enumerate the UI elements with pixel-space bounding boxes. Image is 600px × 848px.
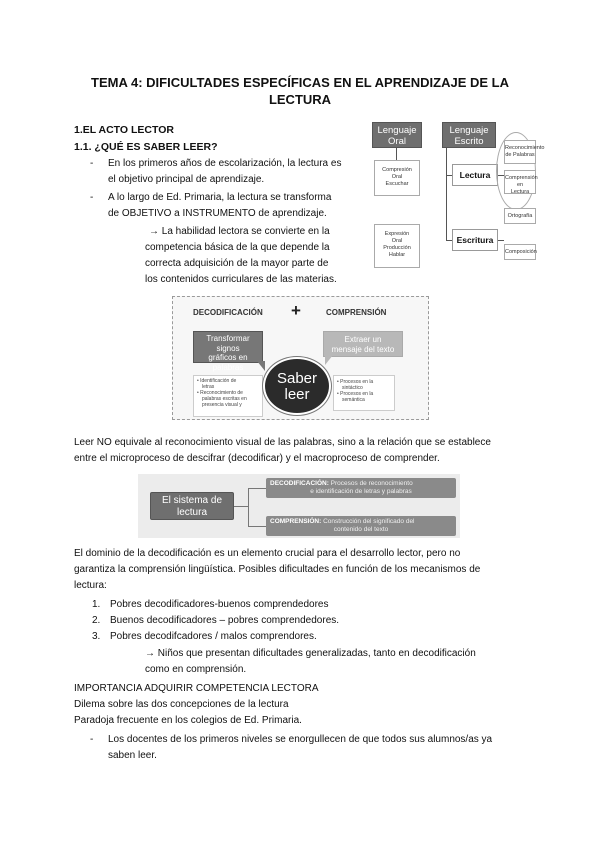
title-line-2: LECTURA — [268, 92, 332, 107]
list-item-2: Buenos decodificadores – pobres comprendedores. — [110, 615, 340, 626]
para3-line-3: lectura: — [74, 580, 107, 591]
exp-oral-line-1: Expresión — [384, 231, 410, 237]
transformar-line-3: palabras — [212, 362, 244, 372]
extraer-line-2: mensaje del texto — [331, 344, 395, 354]
list-number-2: 2. — [92, 615, 101, 626]
sistema-line-1: El sistema de — [161, 495, 223, 506]
comp-item-1a: • Procesos en la — [337, 379, 374, 385]
decod-text-2: e identificación de letras y palabras — [310, 488, 412, 495]
arrow2-line-1: → Niños que presentan dificultades generalizadas, tanto en decodificación — [145, 648, 476, 659]
decodificacion-box — [266, 478, 456, 498]
list-number-1: 1. — [92, 599, 101, 610]
list-item-1: Pobres decodificadores-buenos comprendedores — [110, 599, 329, 610]
reco-line-1: Reconocimiento — [505, 145, 545, 151]
saber-leer-circle — [263, 357, 331, 415]
decod-text-1: Procesos de reconocimiento — [328, 480, 413, 487]
connector — [248, 526, 266, 527]
comprension-box — [266, 516, 456, 536]
comp-oral-line-3: Escuchar — [385, 181, 409, 187]
saber-line-1: Saber — [276, 370, 318, 387]
lenguaje-escrito-box — [442, 122, 496, 148]
arrow-paragraph — [145, 224, 363, 288]
lenguaje-oral-box — [372, 122, 422, 148]
connector — [248, 488, 249, 526]
importancia-line-2: Dilema sobre las dos concepciones de la lectura — [74, 699, 289, 710]
comp-oral-line-1: Compresión — [382, 167, 412, 173]
sistema-lectura-diagram — [138, 474, 460, 538]
language-diagram — [368, 120, 545, 270]
expresion-oral-box — [374, 224, 420, 268]
importancia-heading: IMPORTANCIA ADQUIRIR COMPETENCIA LECTORA — [74, 683, 319, 694]
extraer-line-1: Extraer un — [344, 335, 382, 344]
exp-oral-line-4: Hablar — [388, 252, 406, 258]
saber-line-2: leer — [284, 386, 310, 403]
para3-line-1: El dominio de la decodificación es un elemento crucial para el desarrollo lector, pero no — [74, 548, 461, 559]
comprension-label: COMPRENSIÓN — [326, 308, 387, 317]
decod-item-1a: • Identificación de — [197, 378, 237, 384]
callout-tail — [257, 361, 265, 371]
decod-item-2c: presencia visual y — [202, 402, 242, 408]
comprension-lectura-box — [504, 170, 536, 194]
arrow-para-line-2: competencia básica de la que depende la — [145, 242, 330, 253]
escrito-line-1: Lenguaje — [449, 125, 489, 136]
transformar-line-2: gráficos en — [208, 353, 248, 362]
bullet-2-line-1: A lo largo de Ed. Primaria, la lectura se transforma — [108, 192, 332, 203]
bullet-2-line-2: de OBJETIVO a INSTRUMENTO de aprendizaje. — [108, 208, 327, 219]
callout-tail — [325, 355, 333, 365]
arrow-para-line-4: los contenidos curriculares de las materias. — [145, 274, 337, 285]
extraer-box — [323, 331, 403, 357]
arrow-para-line-3: correcta adquisición de la mayor parte de — [145, 258, 329, 269]
comp-item-1b: sintáctico — [342, 385, 363, 391]
arrow-para-line-1: → La habilidad lectora se convierte en la — [149, 226, 330, 237]
bullet-dash: - — [90, 158, 94, 169]
sistema-line-2: lectura — [176, 507, 207, 518]
arrow-paragraph-2 — [145, 646, 535, 678]
exp-oral-line-3: Producción — [383, 245, 411, 251]
decodificacion-label: DECODIFICACIÓN — [193, 308, 263, 317]
reconocimiento-box — [504, 140, 545, 164]
para3-line-2: garantiza la comprensión lingüística. Posibles dificultades en función de los mecanismos de — [74, 564, 481, 575]
bullet-dash: - — [90, 734, 94, 745]
paragraph-leer — [74, 435, 534, 467]
list-number-3: 3. — [92, 631, 101, 642]
oral-line-1: Lenguaje — [377, 125, 417, 136]
bullet-dash: - — [90, 192, 94, 203]
escritura-box: Escritura — [452, 229, 498, 251]
reco-line-2: de Palabras — [505, 152, 535, 158]
sistema-box — [150, 492, 234, 520]
section-subheading: 1.1. ¿QUÉ ES SABER LEER? — [74, 141, 218, 153]
decod-item-1b: letras — [202, 384, 215, 390]
last-bullet-line-2: saben leer. — [108, 750, 157, 761]
para2-line-1: Leer NO equivale al reconocimiento visual de las palabras, sino a la relación que se establece — [74, 437, 491, 448]
comp-item-2a: • Procesos en la — [337, 391, 374, 397]
comp-lect-line-2: Lectura — [510, 189, 530, 195]
bullet-1 — [108, 156, 363, 188]
comp-lect-line-1: Comprensión en — [505, 175, 538, 188]
importancia-line-3: Paradoja frecuente en los colegios de Ed. Primaria. — [74, 715, 302, 726]
document-title — [60, 74, 540, 108]
section-heading: 1.EL ACTO LECTOR — [74, 124, 174, 136]
comp-bold: COMPRENSIÓN: — [270, 518, 322, 525]
plus-icon: + — [291, 301, 301, 320]
bullet-1-line-1: En los primeros años de escolarización, la lectura es — [108, 158, 342, 169]
connector — [234, 506, 248, 507]
lectura-box: Lectura — [452, 164, 498, 186]
connector — [396, 148, 397, 160]
comp-text-2: contenido del texto — [333, 526, 389, 533]
saber-leer-diagram — [172, 296, 429, 420]
comp-list — [333, 375, 395, 411]
connector — [446, 148, 447, 240]
decod-list — [193, 375, 263, 417]
composicion-box: Composición — [504, 244, 536, 260]
decod-item-2a: • Reconocimiento de — [197, 390, 243, 396]
bullet-2 — [108, 190, 363, 222]
last-bullet-line-1: Los docentes de los primeros niveles se enorgullecen de que todos sus alumnos/as ya — [108, 734, 493, 745]
transformar-box — [193, 331, 263, 372]
ortografia-box: Ortografía — [504, 208, 536, 224]
connector — [248, 488, 266, 489]
paragraph-dominio — [74, 546, 534, 594]
transformar-line-1: Transformar signos — [206, 334, 250, 353]
para2-line-2: entre el microproceso de descifrar (decodificar) y el macroproceso de comprender. — [74, 453, 440, 464]
decod-bold: DECODIFICACIÓN: — [270, 480, 329, 487]
exp-oral-line-2: Oral — [391, 238, 403, 244]
connector — [498, 240, 504, 241]
last-bullet — [108, 732, 538, 764]
comp-text-1: Construcción del significado del — [321, 518, 415, 525]
decod-item-2b: palabras escritas en — [202, 396, 247, 402]
arrow2-line-2: como en comprensión. — [145, 664, 247, 675]
oral-line-2: Oral — [388, 136, 406, 147]
escrito-line-2: Escrito — [454, 136, 484, 147]
comprension-oral-box — [374, 160, 420, 196]
title-line-1: TEMA 4: DIFICULTADES ESPECÍFICAS EN EL APRENDIZAJE DE LA — [91, 75, 509, 90]
comp-oral-line-2: Oral — [391, 174, 403, 180]
list-item-3: Pobres decodifcadores / malos comprendores. — [110, 631, 317, 642]
bullet-1-line-2: el objetivo principal de aprendizaje. — [108, 174, 265, 185]
comp-item-2b: semántica — [342, 397, 365, 403]
